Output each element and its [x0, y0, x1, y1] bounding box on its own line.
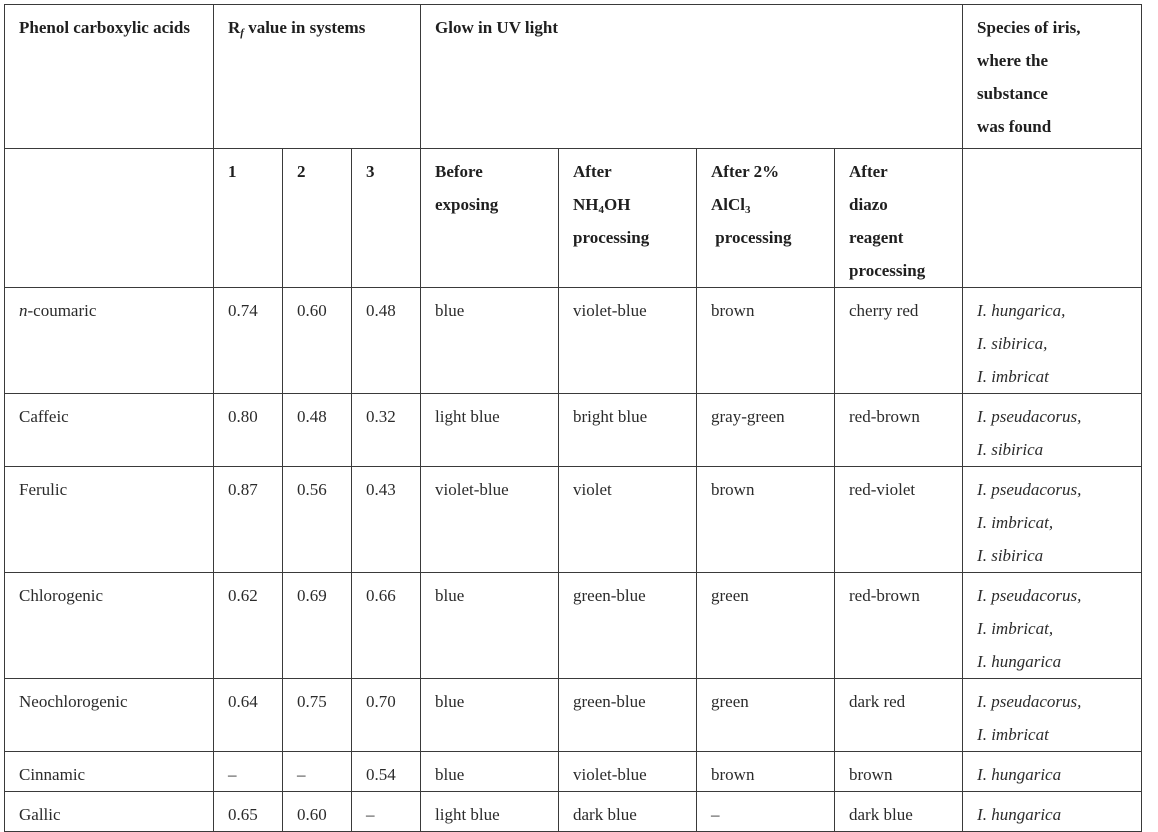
acid-name-cell: n-coumaric — [5, 288, 214, 394]
rf-system-3-cell: 0.66 — [352, 573, 421, 679]
glow-after-diazo-cell: cherry red — [835, 288, 963, 394]
species-cell — [963, 752, 1142, 792]
species-cell — [963, 467, 1142, 573]
rf-system-3-cell: – — [352, 792, 421, 832]
glow-after-alcl3-cell: brown — [697, 752, 835, 792]
species-name: I. pseudacorus, — [977, 407, 1082, 426]
glow-before-cell: light blue — [421, 394, 559, 467]
rf-system-3-cell: 0.32 — [352, 394, 421, 467]
species-name: I. imbricat, — [977, 619, 1054, 638]
rf-system-1-cell: – — [214, 752, 283, 792]
header-row-secondary — [5, 149, 1142, 288]
rf-system-1-cell: 0.80 — [214, 394, 283, 467]
header-rf-value: $R_f$ value in systems — [214, 5, 421, 149]
header-after-alcl3: After 2% AlCl$_3$ processing — [697, 149, 835, 288]
rf-system-2-cell: – — [283, 752, 352, 792]
species-name: I. sibirica — [977, 546, 1044, 565]
rf-system-2-cell: 0.69 — [283, 573, 352, 679]
header-row-primary — [5, 5, 1142, 149]
header-after-nh4oh: After $NH_4OH$ processing — [559, 149, 697, 288]
glow-after-alcl3-cell: green — [697, 573, 835, 679]
rf-system-2-cell: 0.48 — [283, 394, 352, 467]
species-name: I. hungarica — [977, 765, 1062, 784]
acid-name-cell: Ferulic — [5, 467, 214, 573]
rf-system-3-cell: 0.48 — [352, 288, 421, 394]
glow-after-alcl3-cell: green — [697, 679, 835, 752]
species-cell — [963, 394, 1142, 467]
glow-after-nh4oh-cell: violet-blue — [559, 288, 697, 394]
rf-system-2-cell: 0.60 — [283, 792, 352, 832]
glow-before-cell: blue — [421, 679, 559, 752]
table-body — [5, 288, 1142, 832]
glow-after-diazo-cell: red-brown — [835, 394, 963, 467]
glow-after-diazo-cell: dark red — [835, 679, 963, 752]
rf-system-1-cell: 0.65 — [214, 792, 283, 832]
species-name: I. imbricat — [977, 367, 1049, 386]
species-name: I. pseudacorus, — [977, 692, 1082, 711]
glow-after-nh4oh-cell: bright blue — [559, 394, 697, 467]
glow-after-nh4oh-cell: violet — [559, 467, 697, 573]
species-cell — [963, 792, 1142, 832]
rf-system-3-cell: 0.43 — [352, 467, 421, 573]
glow-after-alcl3-cell: brown — [697, 288, 835, 394]
glow-after-diazo-cell: red-violet — [835, 467, 963, 573]
rf-system-2-cell: 0.60 — [283, 288, 352, 394]
species-cell — [963, 573, 1142, 679]
glow-before-cell: blue — [421, 752, 559, 792]
header-system-2: 2 — [283, 149, 352, 288]
species-cell — [963, 288, 1142, 394]
glow-after-alcl3-cell: – — [697, 792, 835, 832]
table-row — [5, 394, 1142, 467]
species-name: I. pseudacorus, — [977, 480, 1082, 499]
rf-system-3-cell: 0.70 — [352, 679, 421, 752]
glow-after-nh4oh-cell: violet-blue — [559, 752, 697, 792]
species-name: I. imbricat — [977, 725, 1049, 744]
header-before-exposing: Before exposing — [421, 149, 559, 288]
rf-system-1-cell: 0.64 — [214, 679, 283, 752]
glow-after-diazo-cell: red-brown — [835, 573, 963, 679]
rf-system-1-cell: 0.74 — [214, 288, 283, 394]
rf-system-3-cell: 0.54 — [352, 752, 421, 792]
header-empty-cell — [963, 149, 1142, 288]
header-uv-glow: Glow in UV light — [421, 5, 963, 149]
species-cell — [963, 679, 1142, 752]
glow-after-alcl3-cell: brown — [697, 467, 835, 573]
phenol-acids-table — [4, 4, 1142, 832]
acid-name-cell: Chlorogenic — [5, 573, 214, 679]
table-row — [5, 792, 1142, 832]
header-acid-name: Phenol carboxylic acids — [5, 5, 214, 149]
species-name: I. imbricat, — [977, 513, 1054, 532]
header-empty-cell — [5, 149, 214, 288]
glow-after-diazo-cell: dark blue — [835, 792, 963, 832]
species-name: I. pseudacorus, — [977, 586, 1082, 605]
acid-name-cell: Gallic — [5, 792, 214, 832]
glow-before-cell: blue — [421, 288, 559, 394]
header-species: Species of iris, where the substance was found — [963, 5, 1142, 149]
table-row — [5, 752, 1142, 792]
table-row — [5, 679, 1142, 752]
acid-name-cell: Cinnamic — [5, 752, 214, 792]
glow-before-cell: blue — [421, 573, 559, 679]
rf-system-2-cell: 0.56 — [283, 467, 352, 573]
rf-system-1-cell: 0.87 — [214, 467, 283, 573]
species-name: I. hungarica — [977, 805, 1062, 824]
glow-before-cell: violet-blue — [421, 467, 559, 573]
species-name: I. hungarica, — [977, 301, 1066, 320]
species-name: I. sibirica, — [977, 334, 1048, 353]
species-name: I. hungarica — [977, 652, 1062, 671]
rf-system-1-cell: 0.62 — [214, 573, 283, 679]
glow-after-diazo-cell: brown — [835, 752, 963, 792]
table-row — [5, 467, 1142, 573]
header-system-3: 3 — [352, 149, 421, 288]
header-system-1: 1 — [214, 149, 283, 288]
glow-after-nh4oh-cell: green-blue — [559, 679, 697, 752]
glow-before-cell: light blue — [421, 792, 559, 832]
glow-after-alcl3-cell: gray-green — [697, 394, 835, 467]
rf-system-2-cell: 0.75 — [283, 679, 352, 752]
table-row — [5, 573, 1142, 679]
acid-name-cell: Caffeic — [5, 394, 214, 467]
table-row — [5, 288, 1142, 394]
acid-name-cell: Neochlorogenic — [5, 679, 214, 752]
glow-after-nh4oh-cell: green-blue — [559, 573, 697, 679]
species-name: I. sibirica — [977, 440, 1044, 459]
header-after-diazo: After diazo reagent processing — [835, 149, 963, 288]
glow-after-nh4oh-cell: dark blue — [559, 792, 697, 832]
